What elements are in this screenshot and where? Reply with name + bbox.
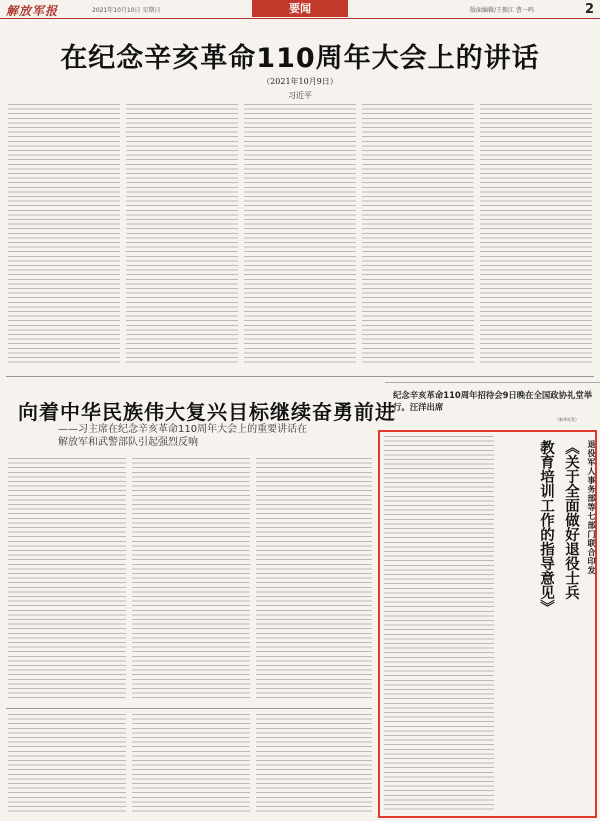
main-headline: 在纪念辛亥革命110周年大会上的讲话 (60, 43, 540, 74)
main-author: 习近平 (288, 91, 312, 100)
lower-body-column-2 (132, 714, 250, 814)
side-note-text: 纪念辛亥革命110周年招待会9日晚在全国政协礼堂举行。汪洋出席 (393, 390, 593, 412)
main-body-column-1 (8, 104, 120, 366)
second-body-column-3 (256, 458, 372, 698)
highlighted-small-head: 退役军人事务部等七部门联合印发 (587, 440, 596, 575)
second-body-column-1 (8, 458, 126, 698)
side-note-source: （新华社发） (555, 417, 579, 422)
highlighted-vertical-headline (497, 440, 597, 810)
highlighted-body (384, 436, 494, 812)
section-label: 要闻 (252, 0, 348, 17)
main-body-column-5 (480, 104, 592, 366)
main-body-column-3 (244, 104, 356, 366)
main-body-column-4 (362, 104, 474, 366)
lower-body-column-3 (256, 714, 372, 814)
second-body-column-2 (132, 458, 250, 698)
second-subtitle-line-2: 解放军和武警部队引起强烈反响 (58, 437, 198, 448)
second-subtitle (58, 423, 307, 449)
side-note-box (385, 382, 600, 429)
page-editors: 版面编辑/王振江 曹一鸣 (470, 7, 534, 14)
second-headline: 向着中华民族伟大复兴目标继续奋勇前进 (18, 400, 396, 424)
highlighted-main-head-line-1: 《关于全面做好退役士兵 (563, 440, 579, 600)
lower-divider (6, 708, 372, 709)
issue-date: 2021年10月10日 星期日 (92, 7, 161, 14)
section-divider (6, 376, 594, 377)
page-number: 2 (585, 2, 595, 17)
main-body-column-2 (126, 104, 238, 366)
second-subtitle-line-1: ——习主席在纪念辛亥革命110周年大会上的重要讲话在 (58, 424, 308, 435)
highlighted-main-head-line-2: 教育培训工作的指导意见》 (538, 440, 554, 614)
lower-body-column-1 (8, 714, 126, 814)
main-dateline: （2021年10月9日） (262, 77, 338, 86)
newspaper-logo: 解放军报 (6, 4, 59, 18)
